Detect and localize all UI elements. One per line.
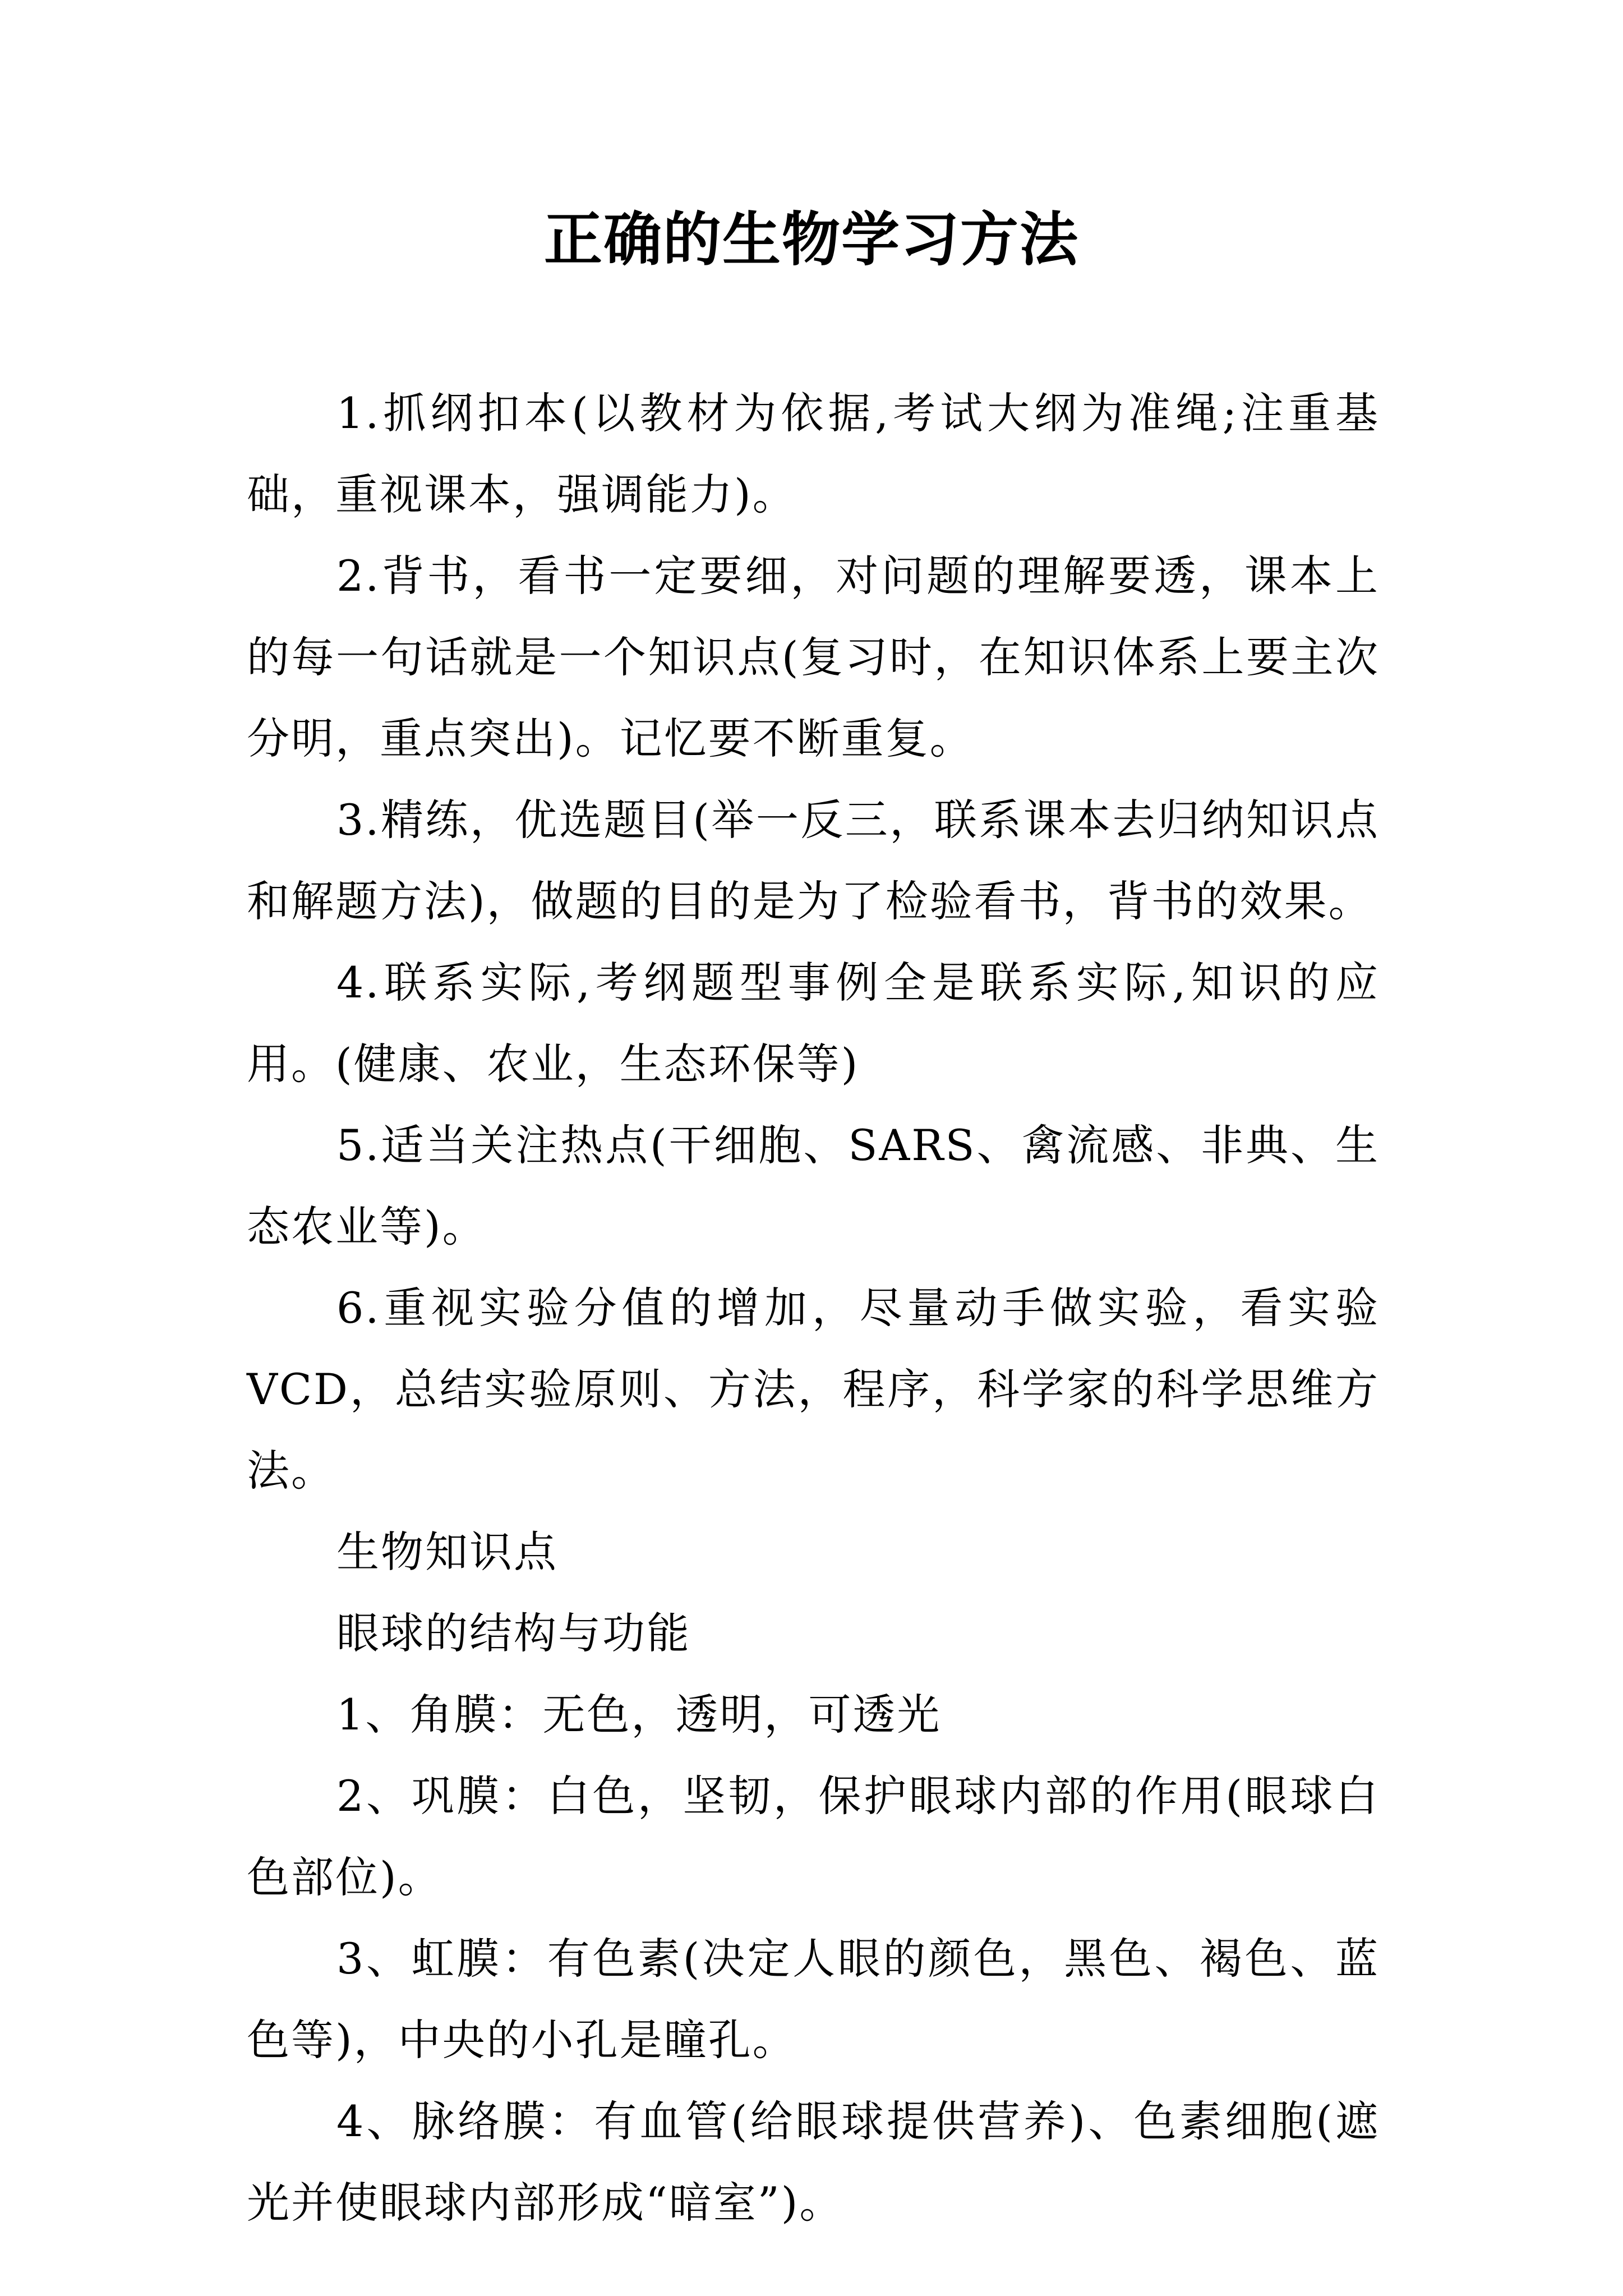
- page-title: 正确的生物学习方法: [543, 205, 1079, 274]
- paragraph-4: 4.联系实际,考纲题型事例全是联系实际,知识的应用。(健康、农业，生态环保等): [247, 958, 1380, 1089]
- item-sclera: 2、巩膜：白色，坚韧，保护眼球内部的作用(眼球白色部位)。: [247, 1771, 1380, 1902]
- paragraph-6: 6.重视实验分值的增加，尽量动手做实验，看实验VCD，总结实验原则、方法，程序，科学家的科学思维方法。: [247, 1283, 1380, 1496]
- paragraph-2: 2.背书，看书一定要细，对问题的理解要透，课本上的每一句话就是一个知识点(复习时，在知识体系上要主次分明，重点突出)。记忆要不断重复。: [247, 551, 1380, 763]
- paragraph-3: 3.精练，优选题目(举一反三，联系课本去归纳知识点和解题方法)，做题的目的是为了检验看书，背书的效果。: [247, 795, 1380, 926]
- document-body: [247, 372, 1380, 2243]
- subheading-eye-structure: 眼球的结构与功能: [336, 1608, 691, 1658]
- paragraph-1: 1.抓纲扣本(以教材为依据,考试大纲为准绳;注重基础，重视课本，强调能力)。: [247, 388, 1380, 519]
- section-heading-knowledge-points: 生物知识点: [336, 1527, 558, 1577]
- item-choroid: 4、脉络膜：有血管(给眼球提供营养)、色素细胞(遮光并使眼球内部形成“暗室”)。: [247, 2096, 1380, 2228]
- item-cornea: 1、角膜：无色，透明，可透光: [336, 1690, 942, 1740]
- paragraph-5: 5.适当关注热点(干细胞、SARS、禽流感、非典、生态农业等)。: [247, 1120, 1380, 1251]
- item-iris: 3、虹膜：有色素(决定人眼的颜色，黑色、褐色、蓝色等)，中央的小孔是瞳孔。: [247, 1934, 1380, 2065]
